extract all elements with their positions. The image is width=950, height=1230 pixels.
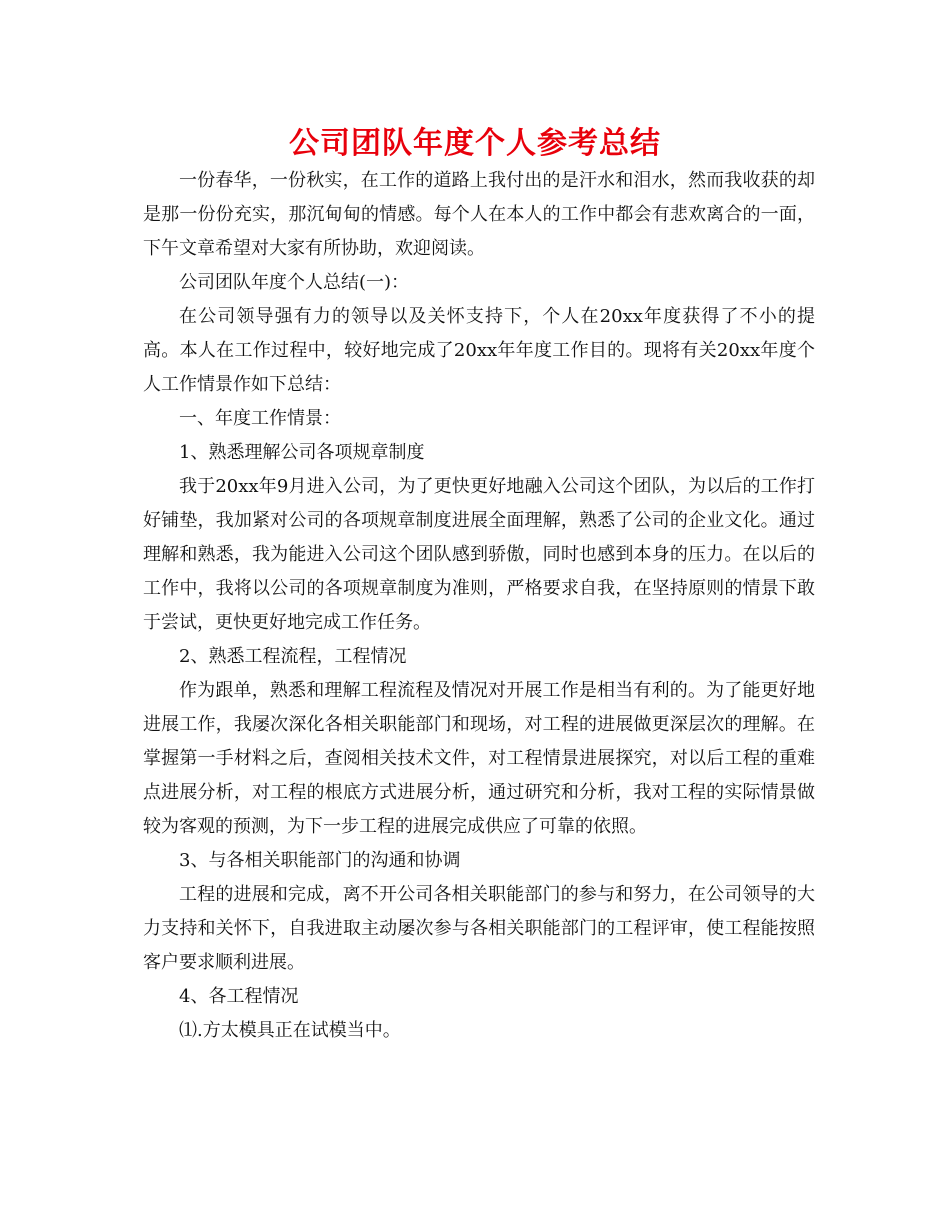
paragraph-item-1-heading: 1、熟悉理解公司各项规章制度 — [179, 442, 425, 463]
paragraph-overview: 在公司领导强有力的领导以及关怀支持下，个人在20xx年度获得了不小的提高。本人在工作过程中，较好地完成了20xx年年度工作目的。现将有关20xx年度个人工作情景作如下总结： — [143, 306, 815, 395]
paragraph-item-2-heading: 2、熟悉工程流程，工程情况 — [179, 646, 407, 667]
paragraph-item-4-heading: 4、各工程情况 — [179, 986, 299, 1007]
paragraph-item-4-sub-1: ⑴.方太模具正在试模当中。 — [179, 1020, 401, 1041]
document-body — [143, 164, 815, 1048]
paragraph-item-3-body: 工程的进展和完成，离不开公司各相关职能部门的参与和努力，在公司领导的大力支持和关怀下，自我进取主动屡次参与各相关职能部门的工程评审，使工程能按照客户要求顺利进展。 — [143, 884, 815, 973]
paragraph-item-2-body: 作为跟单，熟悉和理解工程流程及情况对开展工作是相当有利的。为了能更好地进展工作，我屡次深化各相关职能部门和现场，对工程的进展做更深层次的理解。在掌握第一手材料之后，查阅相关技术文件，对工程情景进展探究，对以后工程的重难点进展分析，对工程的根底方式进展分析，通过研究和分析，我对工程的实际情景做较为客观的预测，为下一步工程的进展完成供应了可靠的依照。 — [143, 680, 815, 837]
document-title: 公司团队年度个人参考总结 — [289, 126, 661, 161]
paragraph-item-3-heading: 3、与各相关职能部门的沟通和协调 — [179, 850, 461, 871]
paragraph-section-heading: 公司团队年度个人总结(一)： — [179, 272, 410, 293]
paragraph-item-1-body: 我于20xx年9月进入公司，为了更快更好地融入公司这个团队，为以后的工作打好铺垫，我加紧对公司的各项规章制度进展全面理解，熟悉了公司的企业文化。通过理解和熟悉，我为能进入公司这个团队感到骄傲，同时也感到本身的压力。在以后的工作中，我将以公司的各项规章制度为准则，严格要求自我，在坚持原则的情景下敢于尝试，更快更好地完成工作任务。 — [143, 476, 815, 633]
paragraph-work-heading: 一、年度工作情景： — [179, 408, 341, 429]
paragraph-intro: 一份春华，一份秋实，在工作的道路上我付出的是汗水和泪水，然而我收获的却是那一份份充实，那沉甸甸的情感。每个人在本人的工作中都会有悲欢离合的一面，下午文章希望对大家有所协助，欢迎阅读。 — [143, 170, 815, 259]
